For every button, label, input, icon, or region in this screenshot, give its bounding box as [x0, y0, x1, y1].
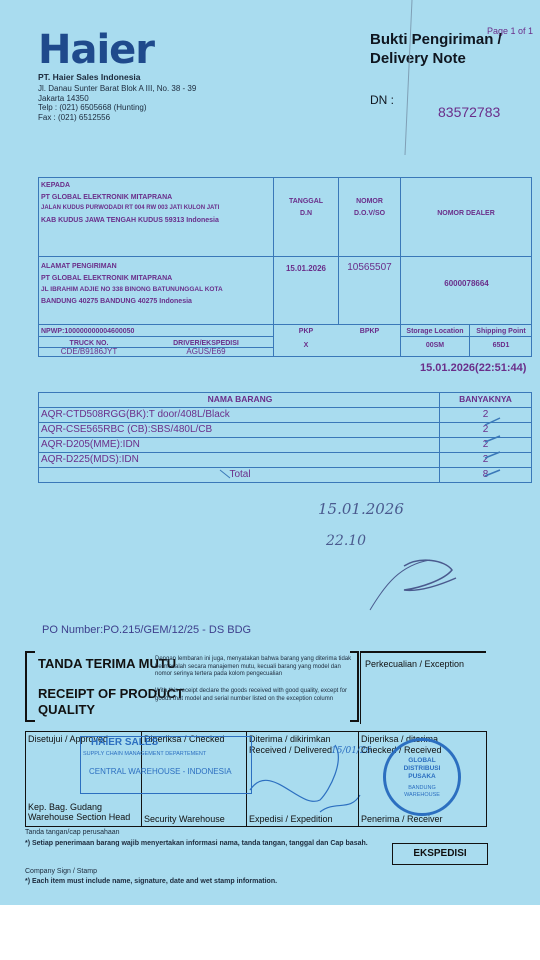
recipient-line: JALAN KUDUS PURWODADI RT 004 RW 003 JATI KULON JATI	[41, 205, 220, 211]
tanda-terima-title: TANDA TERIMA MUTU	[38, 656, 177, 671]
receipt-left	[25, 651, 362, 722]
tanggal-value: 15.01.2026	[285, 264, 327, 273]
stamp-receiver-location: BANDUNG WAREHOUSE	[404, 785, 440, 798]
company-sign-id: Tanda tangan/cap perusahaan	[25, 829, 120, 836]
received-label-id: Diperiksa / diterima	[361, 734, 439, 744]
shipping-address-line: PT GLOBAL ELEKTRONIK MITAPRANA	[41, 274, 173, 282]
shipping-address-line: BANDUNG 40275 BANDUNG 40275 Indonesia	[41, 297, 192, 305]
divider	[27, 720, 35, 722]
receiver-stamp	[383, 738, 461, 816]
receiver-label: Penerima / Receiver	[361, 814, 443, 824]
col-qty-header: BANYAKNYA	[459, 394, 512, 404]
approved-label: Disetujui / Approved	[28, 734, 109, 744]
note-id: *) Setiap penerimaan barang wajib menyertakan informasi nama, tanda tangan, tanggal dan Cap basah.	[25, 840, 368, 847]
recipient-line: PT GLOBAL ELEKTRONIK MITAPRANA	[41, 193, 173, 201]
item-name: AQR-CSE565RBC (CB):SBS/480L/CB	[39, 423, 440, 437]
print-timestamp: 15.01.2026(22:51:44)	[420, 362, 527, 374]
stamp-warehouse: CENTRAL WAREHOUSE - INDONESIA	[89, 767, 232, 776]
divider	[357, 651, 359, 722]
security-warehouse-label: Security Warehouse	[144, 814, 225, 824]
truck-value: CDE/B9186JYT	[60, 347, 118, 356]
title-line-1: Bukti Pengiriman /	[370, 31, 502, 48]
haier-logo: Haier	[38, 27, 155, 73]
item-qty: 2	[482, 409, 489, 420]
storage-location-label: Storage Location	[406, 328, 464, 335]
shipping-point-value: 65D1	[492, 342, 510, 349]
divider	[350, 651, 358, 653]
dealer-value: 6000078664	[444, 279, 489, 288]
delivered-column	[247, 732, 372, 826]
nomor-label: NOMOR	[356, 198, 383, 205]
address-line: Jl. Danau Sunter Barat Blok A III, No. 38 - 39	[38, 84, 197, 93]
driver-label: DRIVER/EKSPEDISI	[173, 340, 239, 347]
delivered-label-en: Received / Delivered	[249, 745, 333, 755]
exception-label: Perkecualian / Exception	[365, 659, 465, 669]
storage-location-value: 00SM	[425, 342, 445, 349]
company-name: PT. Haier Sales Indonesia	[38, 72, 141, 82]
ekspedisi-label: EKSPEDISI	[392, 843, 488, 865]
total-label: Total	[39, 468, 440, 482]
item-qty: 2	[482, 454, 489, 465]
dn-label: DN :	[370, 93, 394, 107]
address-line: Jakarta 14350	[38, 93, 89, 103]
delivered-label-id: Diterima / dikirimkan	[249, 734, 331, 744]
expedition-label: Expedisi / Expedition	[249, 814, 333, 824]
checked-label: Diperiksa / Checked	[144, 734, 225, 744]
stamp-receiver-company: GLOBAL DISTRIBUSI PUSAKA	[403, 757, 441, 780]
stamp-department: SUPPLY CHAIN MANAGEMENT DEPARTEMENT	[83, 751, 207, 757]
warehouse-head-label: Kep. Bag. Gudang	[28, 802, 103, 812]
nomor-sub: D.O.V/SO	[353, 209, 386, 217]
bpkp-label: BPKP	[359, 328, 380, 335]
total-value: 8	[482, 469, 489, 480]
receipt-title-line-1: RECEIPT OF PRODUCT	[38, 686, 184, 701]
item-qty: 2	[482, 439, 489, 450]
company-sign-en: Company Sign / Stamp	[25, 868, 97, 875]
handwritten-time: 22.10	[326, 533, 367, 549]
warehouse-stamp	[80, 736, 252, 794]
item-name: AQR-D205(MME):IDN	[39, 438, 440, 452]
address-line: Telp : (021) 6505668 (Hunting)	[38, 103, 147, 112]
shipping-point-label: Shipping Point	[476, 328, 526, 335]
handwritten-date: 15.01.2026	[318, 500, 404, 518]
signature-date: 15/01/26	[331, 746, 372, 756]
driver-value: AGUS/E69	[186, 347, 226, 356]
received-label-en: Checked / Received	[361, 745, 442, 755]
nomor-value: 10565507	[347, 262, 392, 273]
receipt-text-id: Dengan lembaran ini juga, menyatakan bahwa barang yang diterima tidak bermasalah secara manajemen mutu, kecuali barang yang model dan nomor serinya tertera pada kolom pengecualian	[155, 656, 352, 677]
address-line: Fax : (021) 6512556	[38, 112, 111, 122]
quality-receipt-box	[25, 651, 485, 722]
warehouse-head-label-en: Warehouse Section Head	[28, 812, 131, 822]
item-name: AQR-D225(MDS):IDN	[39, 453, 440, 467]
note-en: *) Each item must include name, signature, date and wet stamp information.	[25, 878, 278, 885]
kepada-label: KEPADA	[41, 182, 71, 189]
npwp: NPWP:100000000004600050	[41, 328, 135, 335]
alamat-label: ALAMAT PENGIRIMAN	[41, 263, 117, 270]
item-qty: 2	[482, 424, 489, 435]
dn-number: 83572783	[438, 104, 501, 120]
pkp-value: X	[303, 342, 309, 349]
tanggal-sub: D.N	[299, 209, 313, 217]
receipt-text-en: With this receipt declare the goods received with good quality, except for goods that model and serial number listed on the exception column	[155, 688, 347, 702]
recipient-line: KAB KUDUS JAWA TENGAH KUDUS 59313 Indonesia	[41, 216, 219, 224]
truck-label: TRUCK NO.	[69, 340, 109, 347]
item-name: AQR-CTD508RGG(BK):T door/408L/Black	[39, 408, 440, 422]
shipping-address-line: JL IBRAHIM ADJIE NO 338 BINONG BATUNUNGGAL KOTA	[41, 286, 223, 293]
title-line-2: Delivery Note	[370, 50, 466, 67]
page-indicator: Page 1 of 1	[487, 26, 534, 36]
divider	[27, 651, 35, 653]
pkp-label: PKP	[298, 328, 314, 335]
exception-box	[360, 651, 486, 724]
receipt-title-line-2: QUALITY	[38, 702, 96, 717]
divider	[350, 720, 358, 722]
po-number: PO Number:PO.215/GEM/12/25 - DS BDG	[42, 624, 252, 636]
dealer-label: NOMOR DEALER	[437, 210, 495, 217]
tanggal-label: TANGGAL	[288, 198, 324, 205]
stamp-company: HAIER SALES	[91, 737, 159, 748]
col-name-header: NAMA BARANG	[39, 393, 440, 407]
